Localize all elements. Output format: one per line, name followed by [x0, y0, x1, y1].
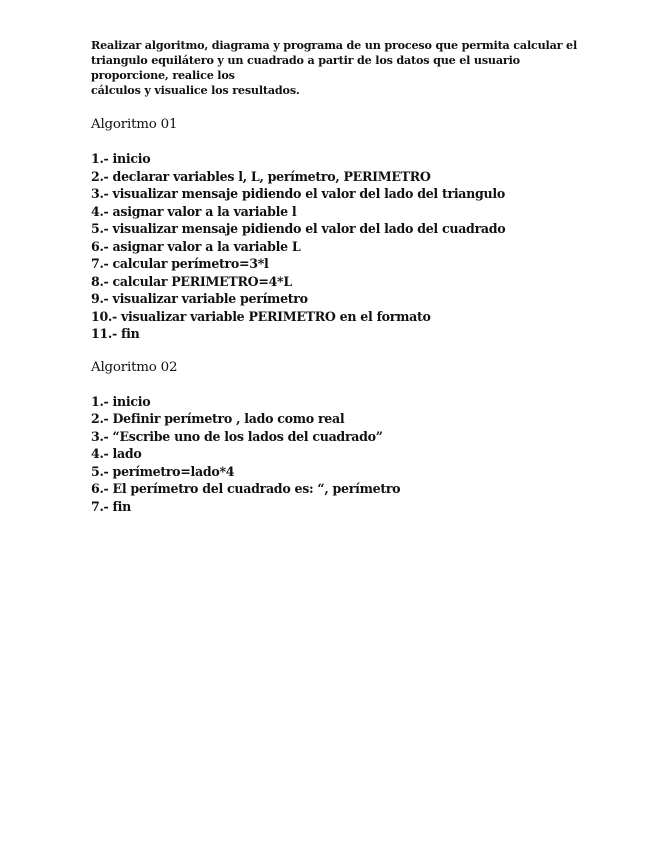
intro-line: cálculos y visualice los resultados. — [91, 83, 300, 97]
step-item: 4.- lado — [91, 446, 142, 461]
intro-line: triangulo equilátero y un cuadrado a partir de los datos que el usuario — [91, 53, 520, 67]
step-item: 7.- fin — [91, 498, 132, 514]
intro-line: Realizar algoritmo, diagrama y programa de un proceso que permita calcular el — [91, 38, 578, 52]
algoritmo-01-title: Algoritmo 01 — [91, 117, 178, 132]
intro-paragraph — [91, 38, 578, 98]
document-page — [91, 38, 578, 515]
step-item: 5.- visualizar mensaje pidiendo el valor del lado del cuadrado — [91, 221, 506, 236]
algoritmo-01-steps — [91, 150, 571, 343]
step-item: 9.- visualizar variable perímetro — [91, 291, 308, 306]
intro-line: proporcione, realice los — [91, 68, 235, 82]
step-item: 1.- inicio — [91, 393, 151, 409]
algoritmo-02-steps — [91, 393, 571, 516]
step-item: 3.- “Escribe uno de los lados del cuadrado” — [91, 428, 383, 444]
algoritmo-02-title: Algoritmo 02 — [91, 359, 178, 375]
step-item: 11.- fin — [91, 326, 140, 341]
step-item: 1.- inicio — [91, 151, 151, 166]
step-item: 10.- visualizar variable PERIMETRO en el formato — [91, 308, 431, 324]
step-item: 5.- perímetro=lado*4 — [91, 463, 235, 479]
step-item: 6.- asignar valor a la variable L — [91, 238, 301, 254]
step-item: 2.- declarar variables l, L, perímetro, PERIMETRO — [91, 168, 431, 184]
step-item: 3.- visualizar mensaje pidiendo el valor del lado del triangulo — [91, 186, 505, 201]
step-item: 7.- calcular perímetro=3*l — [91, 256, 269, 271]
step-item: 2.- Definir perímetro , lado como real — [91, 411, 345, 426]
step-item: 6.- El perímetro del cuadrado es: “, perímetro — [91, 481, 401, 496]
step-item: 8.- calcular PERIMETRO=4*L — [91, 273, 292, 289]
step-item: 4.- asignar valor a la variable l — [91, 203, 297, 219]
